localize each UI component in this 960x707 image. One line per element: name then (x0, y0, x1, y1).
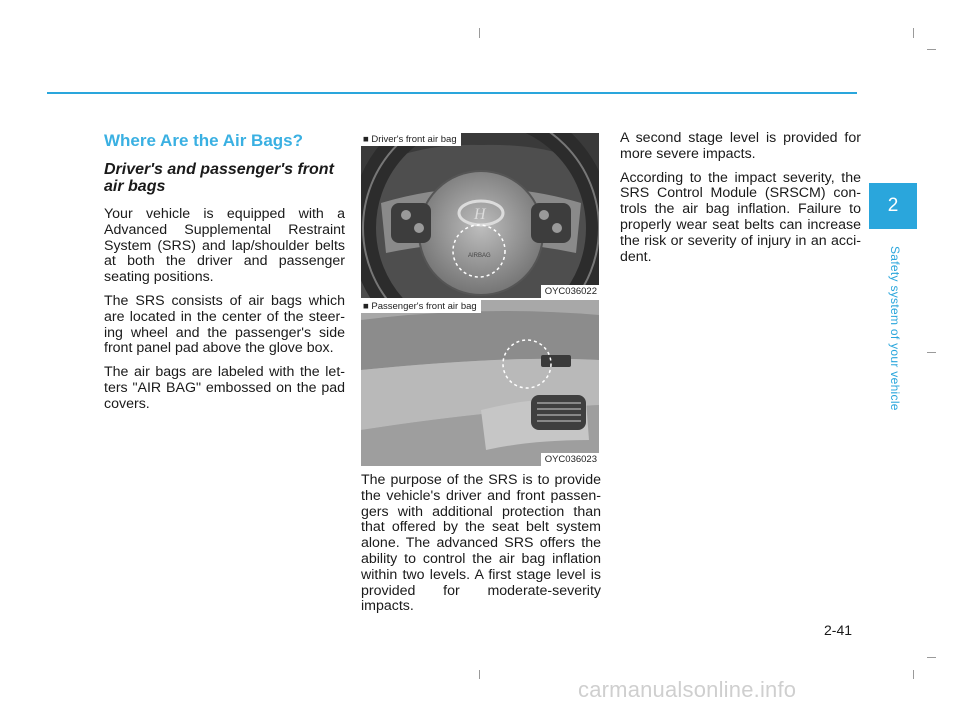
dashboard-illustration (361, 300, 599, 466)
section-title: Where Are the Air Bags? (104, 131, 304, 150)
chapter-tab: 2 (869, 183, 917, 229)
crop-mark (927, 49, 936, 50)
figure-passenger-airbag (361, 300, 599, 466)
svg-text:H: H (474, 206, 486, 223)
paragraph: According to the impact severity, the SRS Control Module (SRSCM) con-trols the air bag inflation. Failure to properly wear seat belts can increase the risk or severity of injury in an acci-dent. (620, 169, 861, 265)
crop-mark (927, 657, 936, 658)
figure-code: OYC036022 (541, 285, 599, 298)
airbag-emboss-label: AIRBAG (468, 253, 491, 259)
figure-caption: ■ Passenger's front air bag (361, 300, 481, 313)
paragraph: The air bags are labeled with the let-ters "AIR BAG" embossed on the pad covers. (104, 364, 345, 412)
column-3 (620, 131, 861, 273)
column-1 (104, 131, 345, 421)
figure-caption: ■ Driver's front air bag (361, 133, 461, 146)
figure-driver-airbag (361, 133, 599, 298)
page-number: 2-41 (824, 622, 853, 638)
column-2 (361, 473, 601, 615)
subsection-title: Driver's and passenger's front air bags (104, 161, 334, 195)
paragraph: The purpose of the SRS is to provide the vehicle's driver and front passen-gers with additional protection than that offered by the seat belt system alone. The advanced SRS offers the ability to control the air bag inflation within two levels. A first stage level is provided for moderate-severity impacts. (361, 472, 601, 615)
header-rule (47, 92, 857, 94)
steering-wheel-illustration (361, 133, 599, 298)
figure-code: OYC036023 (541, 453, 599, 466)
paragraph: The SRS consists of air bags which are located in the center of the steer-ing wheel and the passenger's side front panel pad above the glove box. (104, 292, 345, 357)
paragraph: Your vehicle is equipped with a Advanced Supplemental Restraint System (SRS) and lap/shoulder belts at both the driver and passenger seating positions. (104, 206, 345, 286)
crop-mark (913, 28, 914, 38)
watermark: carmanualsonline.info (578, 677, 797, 702)
chapter-side-title: Safety system of your vehicle (888, 246, 902, 411)
crop-mark (913, 670, 914, 679)
crop-mark (927, 352, 936, 353)
crop-mark (479, 28, 480, 38)
paragraph: A second stage level is provided for more severe impacts. (620, 130, 861, 162)
crop-mark (479, 670, 480, 679)
